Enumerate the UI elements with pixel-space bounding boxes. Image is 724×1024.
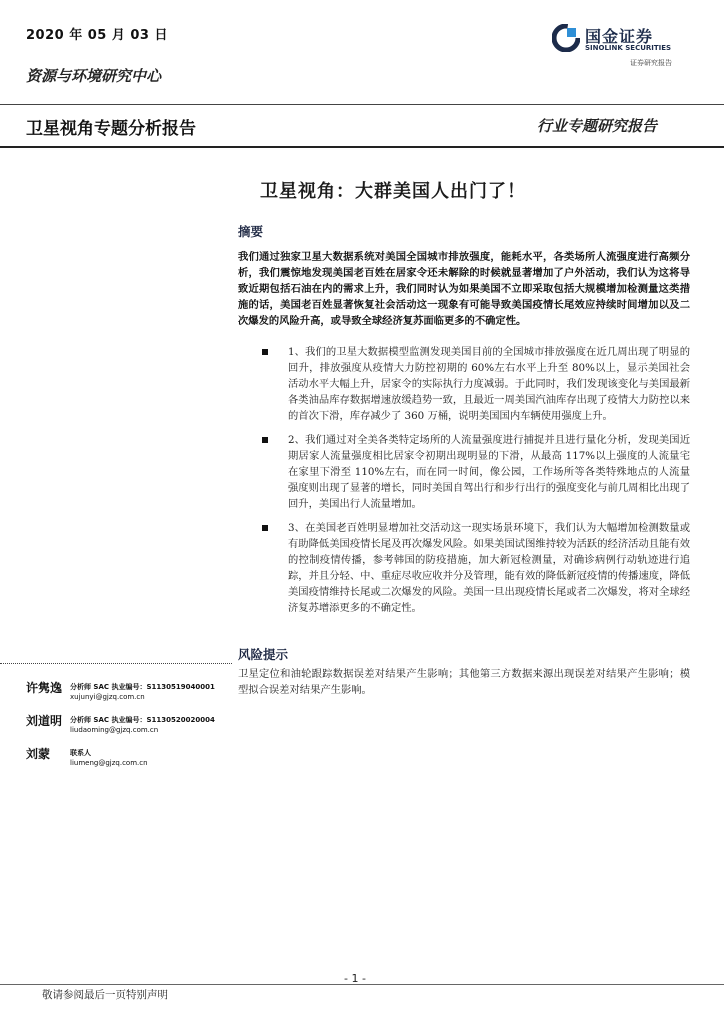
logo-english-name: SINOLINK SECURITIES bbox=[585, 44, 672, 52]
abstract-heading: 摘要 bbox=[238, 224, 264, 239]
header-divider bbox=[0, 104, 724, 105]
analyst-email[interactable]: xujunyi@gjzq.com.cn bbox=[70, 693, 145, 701]
page-title: 卫星视角：大群美国人出门了！ bbox=[260, 181, 526, 202]
logo-subtitle: 证券研究报告 bbox=[630, 59, 672, 67]
key-point-text: 1、我们的卫星大数据模型监测发现美国目前的全国城市排放强度在近几周出现了明显的回升，排放强度从疫情大力防控初期的 60%左右水平上升至 80%以上，显示美国社会活动水平大幅上升，居家令的实际执行力度减弱。于此同时，我们发现该变化与美国最新各类油品库存数据增速放缓趋势一致，且最近一周美国汽油库存出现了疫情大力防控以来的首次下滑，库存减少了 360 万桶，说明美国国内车辆使用强度上升。 bbox=[288, 346, 690, 422]
key-points-list bbox=[262, 344, 690, 616]
risk-heading: 风险提示 bbox=[238, 647, 289, 662]
analyst-card bbox=[26, 712, 236, 748]
key-point-text: 3、在美国老百姓明显增加社交活动这一现实场景环境下，我们认为大幅增加检测数量或有助降低美国疫情长尾及再次爆发风险。如果美国试图维持较为活跃的经济活动且能有效的控制疫情传播，参考韩国的防疫措施，加大新冠检测量，对确诊病例行动轨迹进行追踪，并且分轻、中、重症尽收应收并分及管理，能有效的降低新冠疫情的传播速度，降低美国疫情维持长尾或二次爆发的风险。美国一旦出现疫情长尾或者二次爆发，将对全球经济复苏增添更多的不确定性。 bbox=[288, 522, 690, 614]
analyst-name: 刘道明 bbox=[26, 714, 63, 728]
key-point bbox=[262, 432, 690, 512]
header-divider-thick bbox=[0, 146, 724, 148]
key-point bbox=[262, 520, 690, 616]
key-point-text: 2、我们通过对全美各类特定场所的人流量强度进行捕捉并且进行量化分析，发现美国近期居家人流量强度相比居家令初期出现明显的下滑，从最高 117%以上强度的人流量宅在家里下滑至 110%左右，而在同一时间，像公园，工作场所等各类特殊地点的人流量强度则出现了显著的增长，同时美国自驾出行和步行出行的强度变化与前几周相比出现了回升，美国出行人流量增加。 bbox=[288, 434, 690, 510]
report-date: 2020 年 05 月 03 日 bbox=[26, 28, 168, 43]
analyst-card bbox=[26, 679, 236, 715]
bullet-square-icon bbox=[262, 349, 268, 355]
sidebar-divider bbox=[0, 663, 232, 664]
contact-role: 联系人 bbox=[70, 749, 91, 757]
analyst-email[interactable]: liudaoming@gjzq.com.cn bbox=[70, 726, 159, 734]
sinolink-logo-icon bbox=[552, 24, 580, 52]
contact-email[interactable]: liumeng@gjzq.com.cn bbox=[70, 759, 148, 767]
contact-name: 刘蒙 bbox=[26, 747, 51, 761]
report-category: 行业专题研究报告 bbox=[537, 117, 658, 135]
analyst-card bbox=[26, 745, 236, 781]
key-point bbox=[262, 344, 690, 424]
footer-disclaimer[interactable]: 敬请参阅最后一页特别声明 bbox=[42, 989, 168, 1001]
bullet-square-icon bbox=[262, 437, 268, 443]
bullet-square-icon bbox=[262, 525, 268, 531]
analyst-role: 分析师 SAC 执业编号：S1130519040001 bbox=[70, 683, 215, 691]
page-number: - 1 - bbox=[344, 972, 366, 985]
risk-text: 卫星定位和油轮跟踪数据误差对结果产生影响；其他第三方数据来源出现误差对结果产生影响；模型拟合误差对结果产生影响。 bbox=[238, 668, 690, 696]
abstract-lead: 我们通过独家卫星大数据系统对美国全国城市排放强度，能耗水平，各类场所人流强度进行高频分析，我们震惊地发现美国老百姓在居家令还未解除的时候就显著增加了户外活动，我们认为这将导致近期包括石油在内的需求上升，我们同时认为如果美国不立即采取包括大规模增加检测量这类措施的话，美国老百姓显著恢复社会活动这一现象有可能导致美国疫情长尾效应持续时间增加以及二次爆发的风险升高，或导致全球经济复苏面临更多的不确定性。 bbox=[238, 251, 690, 327]
research-center: 资源与环境研究中心 bbox=[26, 67, 162, 85]
analyst-name: 许隽逸 bbox=[26, 681, 63, 695]
logo-chinese-name: 国金证券 bbox=[585, 27, 654, 46]
analyst-role: 分析师 SAC 执业编号：S1130520020004 bbox=[70, 716, 215, 724]
footer-divider bbox=[0, 984, 724, 985]
report-type: 卫星视角专题分析报告 bbox=[26, 119, 196, 139]
